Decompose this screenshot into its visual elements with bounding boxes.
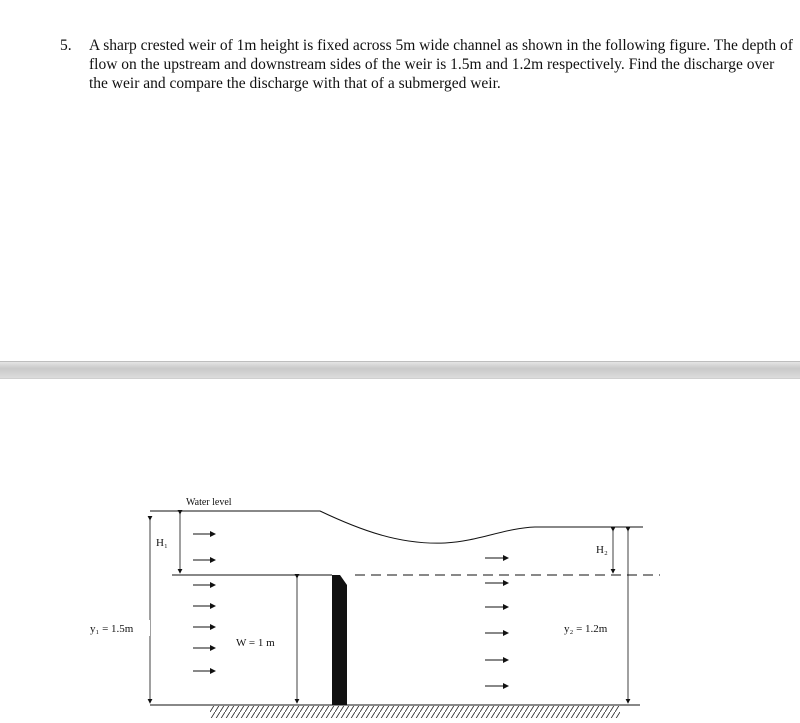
downstream-flow-arrows (485, 558, 508, 686)
h2-label: H₂ (596, 544, 608, 556)
weir-figure (0, 380, 800, 723)
y1-label: y₁ = 1.5m (90, 623, 134, 635)
bed-hatching (210, 706, 620, 718)
weir-plate (332, 575, 347, 705)
weir-height-label: W = 1 m (236, 637, 275, 649)
question-text: A sharp crested weir of 1m height is fixed across 5m wide channel as shown in the following figure. The depth of flow on the upstream and downstream sides of the weir is 1.5m and 1.2m respectively. Find the discharge over the weir and compare the discharge with that of a submerged weir. (89, 37, 793, 92)
question-number: 5. (60, 37, 72, 54)
water-surface (150, 511, 643, 543)
y2-label: y₂ = 1.2m (564, 623, 608, 635)
water-level-label: Water level (186, 497, 232, 508)
question-block (60, 36, 795, 93)
h1-label: H₁ (156, 537, 168, 549)
upstream-flow-arrows (193, 534, 215, 671)
page-separator (0, 361, 800, 379)
